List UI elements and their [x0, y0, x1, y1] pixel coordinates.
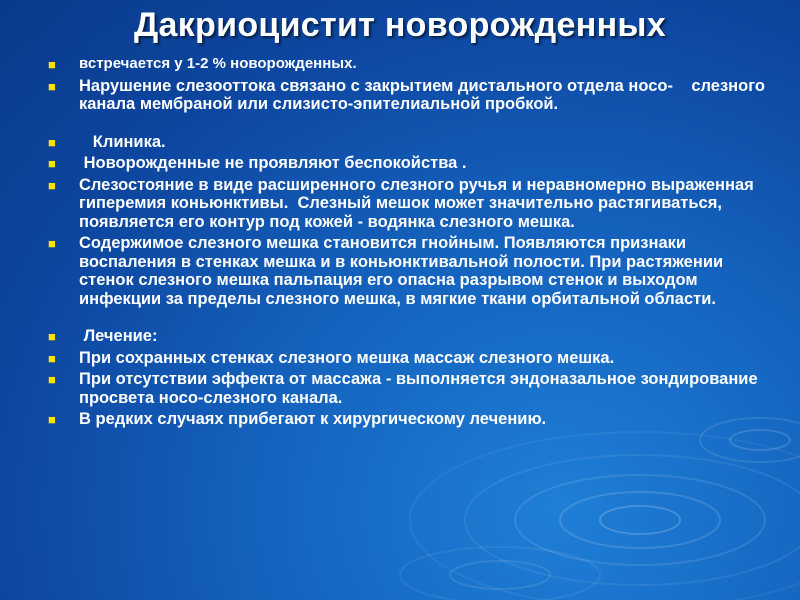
- list-item-text: Лечение:: [79, 327, 158, 345]
- list-item-text: Содержимое слезного мешка становится гнойным. Появляются признаки воспаления в стенках мешка и в коньюнктивальной полости. При растяжении стенок слезного мешка пальпация его опасна разрывом стенок и выходом инфекции за пределы слезного мешка, в мягкие ткани орбитальной области.: [79, 234, 724, 308]
- list-item-text: Клиника.: [79, 132, 166, 151]
- list-item-text: Слезостояние в виде расширенного слезного ручья и неравномерно выраженная гиперемия коньюнктивы. Слезный мешок может значительно растягиваться, появляется его контур под кожей - водянка слезного мешка.: [79, 175, 759, 231]
- list-item-text: Новорожденные не проявляют беспокойства .: [79, 154, 467, 172]
- yellow-square-bullet-icon: ■: [48, 156, 56, 171]
- list-item: [46, 133, 766, 152]
- list-item-text: При отсутствии эффекта от массажа - выполняется эндоназальное зондирование просвета носо-слезного канала.: [79, 370, 758, 407]
- list-item-text: В редких случаях прибегают к хирургическому лечению.: [79, 410, 547, 428]
- list-item-text: встречается у 1-2 % новорожденных.: [79, 55, 357, 72]
- yellow-square-bullet-icon: ■: [48, 134, 56, 150]
- list-item: [46, 55, 766, 74]
- yellow-square-bullet-icon: ■: [48, 329, 56, 344]
- list-item: [46, 76, 770, 114]
- list-item-text: При сохранных стенках слезного мешка массаж слезного мешка.: [79, 348, 615, 367]
- bullet-list: [46, 55, 770, 432]
- list-item: [46, 234, 766, 308]
- list-item: [46, 410, 766, 429]
- yellow-square-bullet-icon: ■: [48, 412, 56, 427]
- list-item: [46, 349, 766, 368]
- list-item: [46, 176, 766, 232]
- yellow-square-bullet-icon: ■: [48, 57, 56, 72]
- list-item-text: Нарушение слезооттока связано с закрытием дистального отдела носо- слезного канала мембраной или слизисто-эпителиальной пробкой.: [79, 76, 770, 113]
- list-item: [46, 154, 766, 173]
- list-item: [46, 370, 766, 407]
- yellow-square-bullet-icon: ■: [48, 78, 56, 94]
- yellow-square-bullet-icon: ■: [48, 372, 56, 387]
- yellow-square-bullet-icon: ■: [48, 350, 56, 366]
- yellow-square-bullet-icon: ■: [48, 177, 56, 193]
- yellow-square-bullet-icon: ■: [48, 236, 56, 251]
- list-item: [46, 327, 766, 346]
- slide-title: Дакриоцистит новорожденных: [134, 6, 666, 44]
